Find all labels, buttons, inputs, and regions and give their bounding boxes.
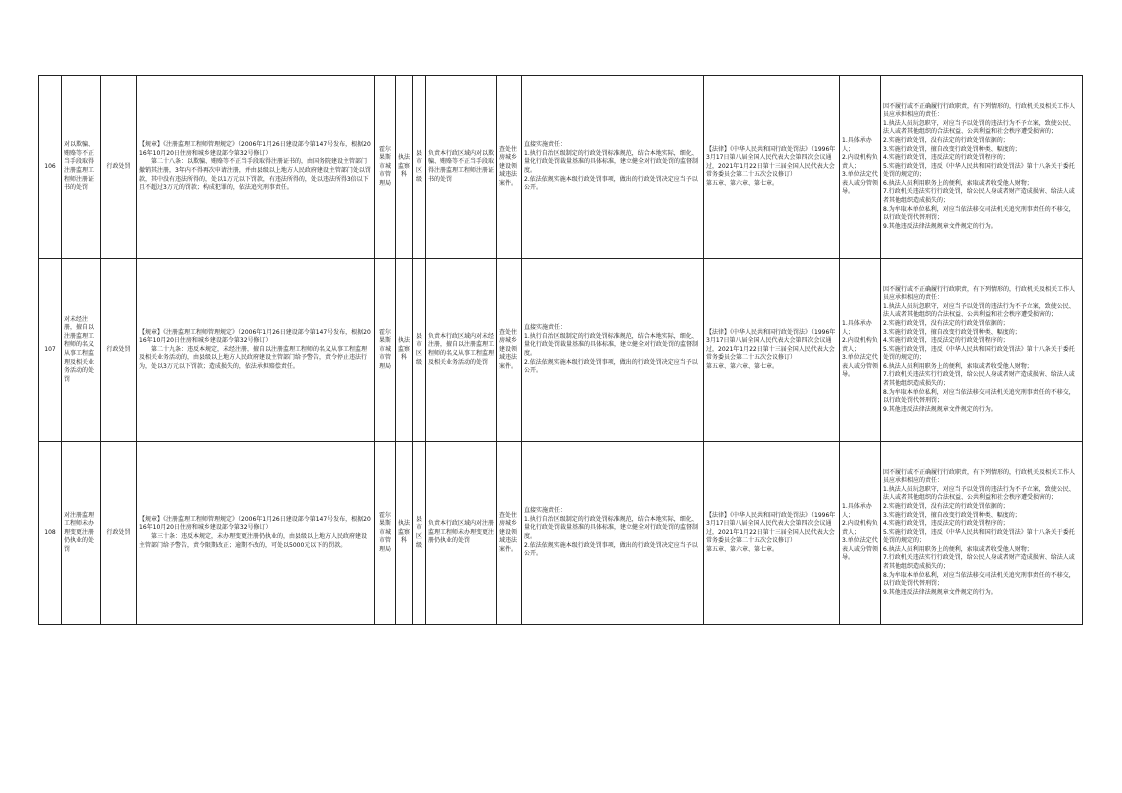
- power-list-table: [38, 75, 1083, 625]
- responsible-section: 执法监察科: [396, 76, 413, 259]
- exercise-level: 县市区级: [413, 76, 426, 259]
- basis-source: 【规章】《注册监理工程师管理规定》（2006年1月26日建设部令第147号发布，根据2016年10月20日住房和城乡建设部令第32号修订）: [139, 141, 371, 157]
- department-duty: 查处住房城乡建设领域违法案件。: [497, 76, 522, 259]
- implementing-agency: 霍尔果斯市城市管理局: [375, 442, 396, 625]
- implementing-agency: 霍尔果斯市城市管理局: [375, 259, 396, 442]
- responsibility-scope: 负责本行政区域内对以欺骗、贿赂等不正当手段取得注册监理工程师注册证书的处罚: [426, 76, 497, 259]
- implementation-duty: 直接实施责任： 1.执行自治区级制定的行政处罚标准规范，结合本地实际，细化、量化行政处罚裁量基准的具体标准，建立健全对行政处罚的监督制度。 2.依法依规实施本级行政处罚事项，做出的行政处罚决定应当予以公开。: [522, 76, 704, 259]
- basis-article: 第二十九条：违反本规定，未经注册，擅自以注册监理工程师的名义从事工程监理及相关业务活动的，由县级以上地方人民政府建设主管部门给予警告，责令停止违法行为，处以3万元以下罚款；造成损失的，依法承担赔偿责任。: [139, 345, 368, 370]
- basis-article: 第三十条：违反本规定，未办理变更注册仍执业的，由县级以上地方人民政府建设主管部门给予警告，责令限期改正；逾期不改的，可处以5000元以下的罚款。: [139, 533, 368, 549]
- responsibility-scope: 负责本行政区域内对注册监理工程师未办理变更注册仍执业的处罚: [426, 442, 497, 625]
- responsible-subject: 1.具体承办人； 2.内设机构负责人； 3.单位法定代表人或分管领导。: [840, 259, 881, 442]
- responsible-section: 执法监察科: [396, 442, 413, 625]
- row-number: 107: [39, 259, 62, 442]
- item-type: 行政处罚: [101, 442, 137, 625]
- responsible-section: 执法监察科: [396, 259, 413, 442]
- legal-basis: [137, 442, 375, 625]
- department-duty: 查处住房城乡建设领域违法案件。: [497, 259, 522, 442]
- exercise-level: 县市区级: [413, 442, 426, 625]
- responsible-subject: 1.具体承办人； 2.内设机构负责人； 3.单位法定代表人或分管领导。: [840, 76, 881, 259]
- item-name: 对以欺骗、贿赂等不正当手段取得注册监理工程师注册证书的处罚: [62, 76, 101, 259]
- item-name: 对注册监理工程师未办理变更注册仍执业的处罚: [62, 442, 101, 625]
- basis-source: 【规章】《注册监理工程师管理规定》（2006年1月26日建设部令第147号发布，根据2016年10月20日住房和城乡建设部令第32号修订）: [139, 515, 371, 532]
- responsibility-scope: 负责本行政区域内对未经注册，擅自以注册监理工程师的名义从事工程监理及相关业务活动的处罚: [426, 259, 497, 442]
- basis-source: 【规章】《注册监理工程师管理规定》（2006年1月26日建设部令第147号发布，根据2016年10月20日住房和城乡建设部令第32号修订）: [139, 328, 371, 345]
- implementing-agency: 霍尔果斯市城市管理局: [375, 76, 396, 259]
- duty-legal-basis: 【法律】《中华人民共和国行政处罚法》（1996年3月17日第八届全国人民代表大会第四次会议通过，2021年1月22日第十三届全国人民代表大会常务委员会第二十五次会议修订） 第五章、第六章、第七章。: [704, 76, 840, 259]
- item-type: 行政处罚: [101, 259, 137, 442]
- responsible-subject: 1.具体承办人； 2.内设机构负责人； 3.单位法定代表人或分管领导。: [840, 442, 881, 625]
- legal-basis: [137, 259, 375, 442]
- row-number: 106: [39, 76, 62, 259]
- duty-legal-basis: 【法律】《中华人民共和国行政处罚法》（1996年3月17日第八届全国人民代表大会第四次会议通过，2021年1月22日第十三届全国人民代表大会常务委员会第二十五次会议修订） 第五章、第六章、第七章。: [704, 442, 840, 625]
- implementation-duty: 直接实施责任： 1.执行自治区级制定的行政处罚标准规范，结合本地实际，细化、量化行政处罚裁量基准的具体标准，建立健全对行政处罚的监督制度。 2.依法依规实施本级行政处罚事项，做出的行政处罚决定应当予以公开。: [522, 442, 704, 625]
- item-name: 对未经注册，擅自以注册监理工程师的名义从事工程监理及相关业务活动的处罚: [62, 259, 101, 442]
- duty-legal-basis: 【法律】《中华人民共和国行政处罚法》（1996年3月17日第八届全国人民代表大会第四次会议通过，2021年1月22日第十三届全国人民代表大会常务委员会第二十五次会议修订） 第五章、第六章、第七章。: [704, 259, 840, 442]
- department-duty: 查处住房城乡建设领域违法案件。: [497, 442, 522, 625]
- basis-article: 第二十八条：以欺骗、贿赂等不正当手段取得注册证书的，由国务院建设主管部门撤销其注册，3年内不得再次申请注册，并由县级以上地方人民政府建设主管部门处以罚款，其中没有违法所得的，处以1万元以下罚款，有违法所得的，处以违法所得3倍以下且不超过3万元的罚款；构成犯罪的，依法追究刑事责任。: [139, 158, 371, 192]
- implementation-duty: 直接实施责任： 1.执行自治区级制定的行政处罚标准规范，结合本地实际，细化、量化行政处罚裁量基准的具体标准，建立健全对行政处罚的监督制度。 2.依法依规实施本级行政处罚事项，做出的行政处罚决定应当予以公开。: [522, 259, 704, 442]
- exercise-level: 县市区级: [413, 259, 426, 442]
- row-number: 108: [39, 442, 62, 625]
- item-type: 行政处罚: [101, 76, 137, 259]
- accountability: 因不履行或不正确履行行政职责，有下列情形的，行政机关及相关工作人员应承担相应的责任： 1.执法人员玩忽职守，对应当予以处罚的违法行为不予立案，致使公民、法人或者其他组织的合法权益、公共利益和社会秩序遭受损害的； 2.实施行政处罚，没有法定的行政处罚依据的； 3.实施行政处罚，擅自改变行政处罚种类、幅度的； 4.实施行政处罚，违反法定的行政处罚程序的； 5.实施行政处罚，违反《中华人民共和国行政处罚法》第十八条关于委托处罚的规定的； 6.执法人员利用职务上的便利，索取或者收受他人财物； 7.行政机关违法实行行政处罚，给公民人身或者财产造成损害、给法人或者其他组织造成损失的； 8.为牟取本单位私利，对应当依法移交司法机关追究刑事责任的不移交，以行政处罚代替刑罚； 9.其他违反法律法规规章文件规定的行为。: [881, 76, 1083, 259]
- legal-basis: [137, 76, 375, 259]
- table-row: [39, 259, 1083, 442]
- accountability: 因不履行或不正确履行行政职责，有下列情形的，行政机关及相关工作人员应承担相应的责任： 1.执法人员玩忽职守，对应当予以处罚的违法行为不予立案，致使公民、法人或者其他组织的合法权益、公共利益和社会秩序遭受损害的； 2.实施行政处罚，没有法定的行政处罚依据的； 3.实施行政处罚，擅自改变行政处罚种类、幅度的； 4.实施行政处罚，违反法定的行政处罚程序的； 5.实施行政处罚，违反《中华人民共和国行政处罚法》第十八条关于委托处罚的规定的； 6.执法人员利用职务上的便利，索取或者收受他人财物； 7.行政机关违法实行行政处罚，给公民人身或者财产造成损害、给法人或者其他组织造成损失的； 8.为牟取本单位私利，对应当依法移交司法机关追究刑事责任的不移交，以行政处罚代替刑罚； 9.其他违反法律法规规章文件规定的行为。: [881, 259, 1083, 442]
- table-row: [39, 76, 1083, 259]
- accountability: 因不履行或不正确履行行政职责，有下列情形的，行政机关及相关工作人员应承担相应的责任： 1.执法人员玩忽职守，对应当予以处罚的违法行为不予立案，致使公民、法人或者其他组织的合法权益、公共利益和社会秩序遭受损害的； 2.实施行政处罚，没有法定的行政处罚依据的； 3.实施行政处罚，擅自改变行政处罚种类、幅度的； 4.实施行政处罚，违反法定的行政处罚程序的； 5.实施行政处罚，违反《中华人民共和国行政处罚法》第十八条关于委托处罚的规定的； 6.执法人员利用职务上的便利，索取或者收受他人财物； 7.行政机关违法实行行政处罚，给公民人身或者财产造成损害、给法人或者其他组织造成损失的； 8.为牟取本单位私利，对应当依法移交司法机关追究刑事责任的不移交，以行政处罚代替刑罚； 9.其他违反法律法规规章文件规定的行为。: [881, 442, 1083, 625]
- table-row: [39, 442, 1083, 625]
